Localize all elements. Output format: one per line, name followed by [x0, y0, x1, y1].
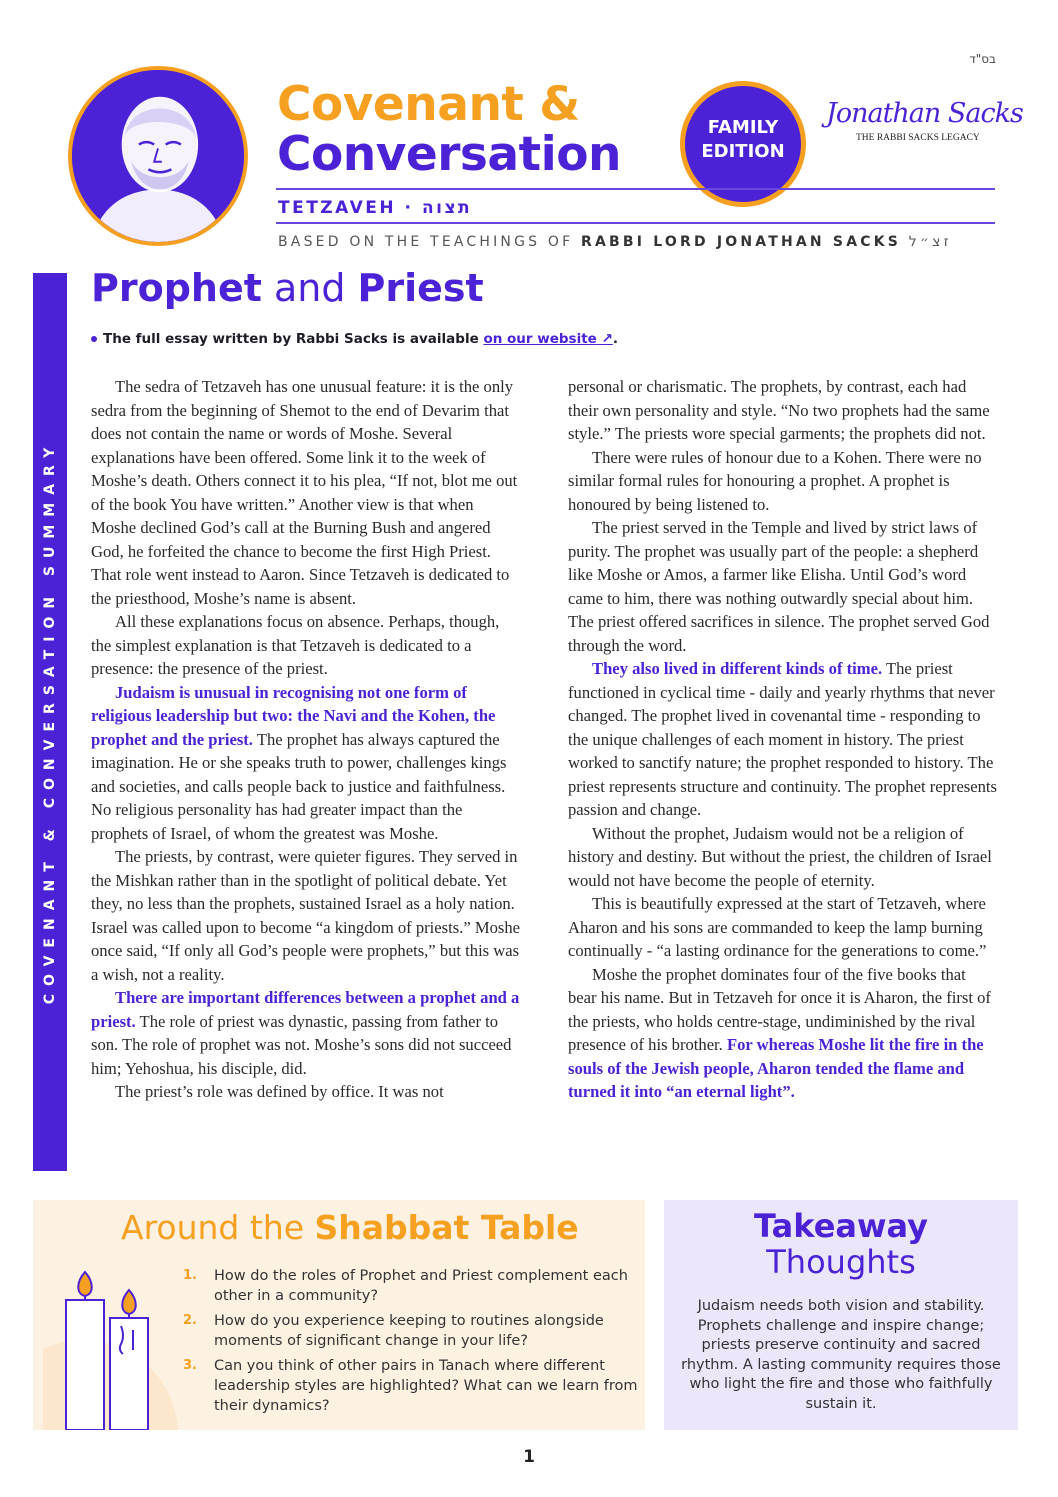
heading-and: and — [261, 266, 358, 310]
title-line-2: Conversation — [277, 127, 621, 182]
discussion-questions — [183, 1266, 638, 1421]
question-number: 2. — [183, 1313, 197, 1328]
question-text: Can you think of other pairs in Tanach where different leadership styles are highlighted? What can we learn from their dynamics? — [214, 1358, 638, 1414]
highlight-text: For whereas Moshe lit the fire in the souls of the Jewish people, Aharon tended the flame and turned it into “an eternal light”. — [568, 1035, 984, 1101]
website-link[interactable] — [483, 331, 612, 347]
website-link-label: on our website — [483, 331, 597, 347]
paragraph: personal or charismatic. The prophets, by contrast, each had their own personality and style. “No two prophets had the same style.” The priests wore special garments; the prophets did not. — [568, 377, 990, 443]
page-number: 1 — [523, 1447, 535, 1467]
paragraph: This is beautifully expressed at the start of Tetzaveh, where Aharon and his sons are commanded to keep the lamp burning continually - “a lasting ordinance for the generations to come.” — [568, 894, 987, 960]
takeaway-title — [664, 1208, 1018, 1280]
paragraph: There were rules of honour due to a Kohen. There were no similar formal rules for honouring a prophet. A prophet is honoured by being listened to. — [568, 447, 982, 514]
takeaway-title-plain: Thoughts — [766, 1243, 916, 1281]
website-note — [91, 331, 618, 347]
article-heading — [91, 266, 484, 310]
paragraph: Without the prophet, Judaism would not be a religion of history and destiny. But without the priest, the children of Israel would not have become the people of eternity. — [568, 823, 992, 890]
paragraph-text: The priest functioned in cyclical time - daily and yearly rhythms that never changed. The prophet lived in covenantal time - responding to the unique challenges of each moment in history. The priest worked to sanctify nature; the prophet responded to history. The priest represents structure and continuity. The prophet represents passion and change. — [568, 659, 997, 819]
shabbat-title-plain: Around the — [121, 1208, 315, 1247]
question-item — [183, 1311, 638, 1351]
badge-line-2: EDITION — [701, 141, 785, 162]
paragraph: All these explanations focus on absence. Perhaps, though, the simplest explanation is that Tetzaveh is dedicated to a presence: the presence of the priest. — [91, 612, 500, 678]
paragraph: The priest served in the Temple and lived by strict laws of purity. The prophet was usually part of the people: a shepherd like Moshe or Amos, a farmer like Elisha. Until God’s word came to him, there was nothing outwardly special about him. The priest offered sacrifices in silence. The prophet served God through the word. — [568, 518, 990, 655]
question-text: How do you experience keeping to routines alongside moments of significant change in your life? — [214, 1313, 604, 1349]
highlight-text: There are important differences between a prophet and a priest. — [91, 988, 520, 1031]
takeaway-panel — [664, 1200, 1018, 1430]
external-link-icon: ↗ — [601, 331, 613, 347]
paragraph-text: Moshe the prophet dominates four of the five books that bear his name. But in Tetzaveh for once it is Aharon, the first of the priests, who holds centre-stage, undiminished by the rival presence of his brother. — [568, 964, 991, 1054]
rabbi-portrait — [68, 66, 248, 246]
takeaway-body: Judaism needs both vision and stability. Prophets challenge and inspire change; priests preserve continuity and sacred rhythm. A lasting community requires those who light the fire and those who faithfully sustain it. — [681, 1298, 1001, 1412]
paragraph-text: The prophet has always captured the imagination. He or she speaks truth to power, challenges kings and societies, and calls people back to justice and faithfulness. No religious personality has had greater impact than the prophets of Israel, of whom the greatest was Moshe. — [91, 729, 507, 843]
signature-logo: Jonathan Sacks — [826, 98, 1023, 129]
publication-title — [277, 77, 621, 182]
highlight-text: Judaism is unusual in recognising not one form of religious leadership but two: the Navi and the Kohen, the prophet and the priest. — [91, 682, 496, 749]
highlight-text: They also lived in different kinds of time. — [592, 659, 883, 678]
heading-word-priest: Priest — [357, 266, 484, 310]
note-end: . — [612, 331, 618, 347]
paragraph: The priest’s role was defined by office. It was not — [115, 1082, 444, 1101]
parasha-name: TETZAVEH · תצוה — [278, 198, 473, 218]
shabbat-table-panel — [33, 1200, 645, 1430]
side-banner-text: COVENANT & CONVERSATION SUMMARY — [42, 439, 58, 1005]
paragraph — [91, 681, 521, 846]
article-column-right — [568, 375, 998, 1104]
paragraph — [91, 986, 521, 1080]
article-column-left — [91, 375, 521, 1104]
paragraph: The sedra of Tetzaveh has one unusual feature: it is the only sedra from the beginning of Shemot to the end of Devarim that does not contain the name or words of Moshe. Several explanations have been offered. Some link it to the week of Moshe’s death. Others connect it to his plea, “If not, blot me out of the book You have written.” Another view is that when Moshe declined God’s call at the Burning Bush and angered God, he forfeited the chance to become the first High Priest. That role went instead to Aaron. Since Tetzaveh is dedicated to the priesthood, Moshe’s name is absent. — [91, 377, 518, 608]
takeaway-title-bold: Takeaway — [753, 1207, 929, 1245]
bsd-mark: בס"ד — [969, 52, 996, 66]
badge-line-1: FAMILY — [707, 117, 779, 138]
paragraph — [568, 657, 998, 822]
shabbat-table-title — [121, 1208, 579, 1247]
question-number: 3. — [183, 1358, 197, 1373]
candles-icon — [43, 1260, 203, 1430]
based-on-name: RABBI LORD JONATHAN SACKS — [581, 234, 902, 250]
portrait-illustration — [72, 70, 244, 242]
paragraph-text: The role of priest was dynastic, passing from father to son. The role of prophet was not. Moshe’s sons did not succeed him; Yehoshua, his disciple, did. — [91, 1011, 512, 1078]
based-on-line — [278, 234, 998, 250]
header-rule-bottom — [276, 222, 995, 224]
question-number: 1. — [183, 1268, 197, 1283]
heading-word-prophet: Prophet — [91, 266, 262, 310]
shabbat-title-bold: Shabbat Table — [314, 1208, 579, 1247]
header-rule-top — [276, 188, 995, 190]
based-on-suffix: זצ״ל — [901, 234, 952, 250]
question-item — [183, 1266, 638, 1306]
legacy-label: THE RABBI SACKS LEGACY — [856, 133, 980, 143]
question-text: How do the roles of Prophet and Priest complement each other in a community? — [214, 1268, 628, 1304]
bullet-dot — [91, 336, 97, 342]
rabbi-sacks-legacy-logo — [826, 98, 1023, 143]
paragraph: The priests, by contrast, were quieter figures. They served in the Mishkan rather than in the spotlight of political debate. Yet they, no less than the prophets, sustained Israel as a holy nation. Israel was called upon to become “a kingdom of priests.” Moshe once said, “If only all God’s people were prophets,” but this was a wish, not a reality. — [91, 847, 521, 984]
paragraph — [568, 963, 998, 1104]
title-line-1: Covenant & — [277, 77, 580, 132]
note-text: The full essay written by Rabbi Sacks is available — [103, 331, 484, 347]
based-on-prefix: BASED ON THE TEACHINGS OF — [278, 234, 582, 250]
question-item — [183, 1356, 638, 1416]
